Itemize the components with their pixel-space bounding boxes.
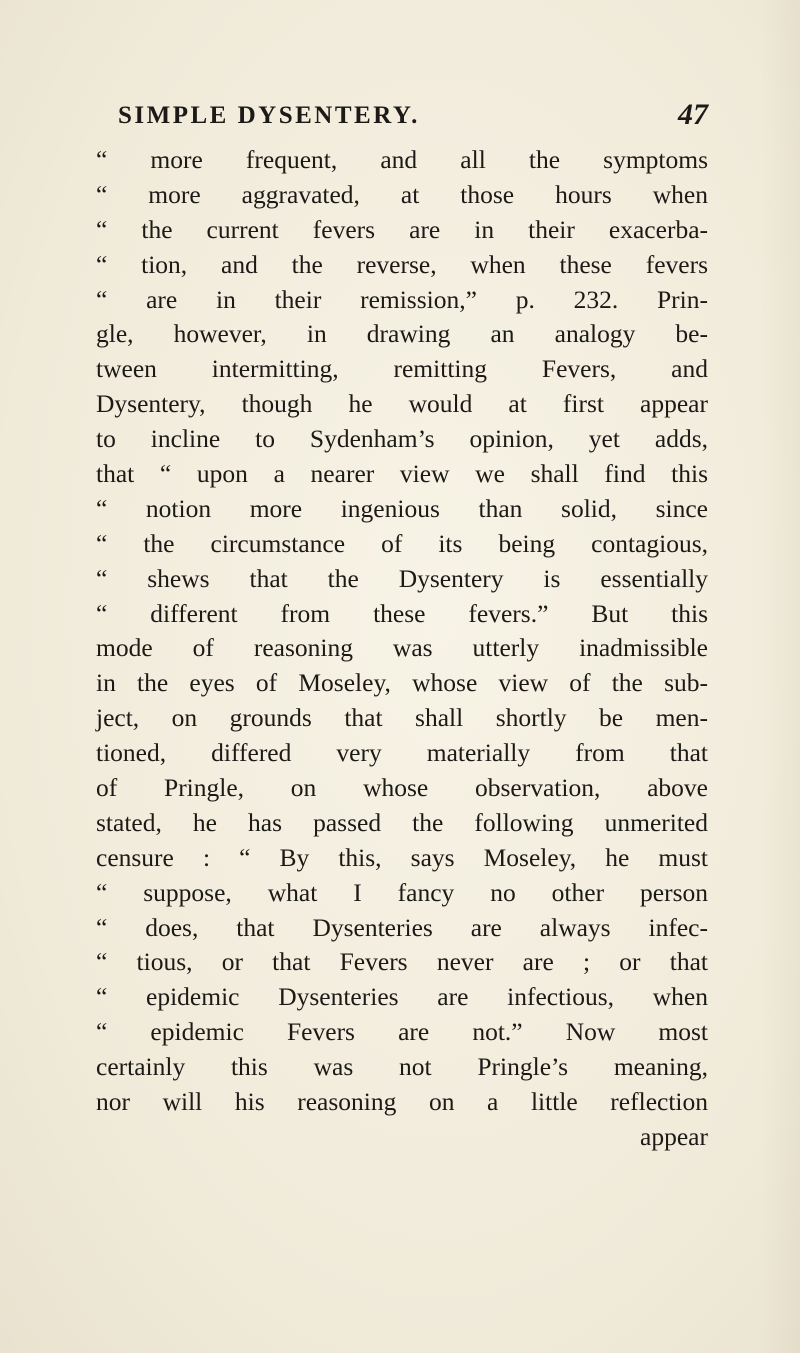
body-text <box>96 143 708 1155</box>
text-line: “ are in their remission,” p. 232. Prin- <box>96 284 708 314</box>
catchword: appear <box>640 1121 708 1151</box>
text-line: “ tious, or that Fevers never are ; or that <box>96 947 708 977</box>
text-line: to incline to Sydenham’s opinion, yet adds, <box>96 424 708 454</box>
text-line: that “ upon a nearer view we shall find this <box>96 459 708 489</box>
text-line: gle, however, in drawing an analogy be- <box>96 319 708 349</box>
text-line: “ more aggravated, at those hours when <box>96 179 708 209</box>
text-line: “ epidemic Dysenteries are infectious, when <box>96 982 708 1012</box>
text-line: “ notion more ingenious than solid, since <box>96 493 708 523</box>
text-line: tween intermitting, remitting Fevers, and <box>96 354 708 384</box>
text-line: “ the current fevers are in their exacerba- <box>96 214 708 244</box>
text-line: “ shews that the Dysentery is essentially <box>96 563 708 593</box>
text-line: “ more frequent, and all the symptoms <box>96 145 708 174</box>
text-line: “ tion, and the reverse, when these fevers <box>96 249 708 279</box>
text-line: “ epidemic Fevers are not.” Now most <box>96 1017 708 1047</box>
text-line: censure : “ By this, says Moseley, he must <box>96 842 708 872</box>
page-number: 47 <box>678 98 708 131</box>
text-line: “ the circumstance of its being contagious, <box>96 528 708 558</box>
page-edge-shadow <box>760 0 800 1353</box>
text-line: mode of reasoning was utterly inadmissible <box>96 633 708 663</box>
running-head: SIMPLE DYSENTERY. <box>118 102 420 129</box>
text-line: Dysentery, though he would at first appear <box>96 389 708 419</box>
text-line: nor will his reasoning on a little reflection <box>96 1087 708 1117</box>
text-line: “ suppose, what I fancy no other person <box>96 877 708 907</box>
text-line: “ does, that Dysenteries are always infec- <box>96 912 708 942</box>
page-header <box>118 98 714 142</box>
text-line: certainly this was not Pringle’s meaning, <box>96 1052 708 1082</box>
text-line: of Pringle, on whose observation, above <box>96 773 708 803</box>
text-line: stated, he has passed the following unmerited <box>96 807 708 837</box>
text-line: “ different from these fevers.” But this <box>96 598 708 628</box>
text-line: ject, on grounds that shall shortly be men- <box>96 703 708 733</box>
text-line: tioned, differed very materially from that <box>96 738 708 768</box>
text-line: in the eyes of Moseley, whose view of the sub- <box>96 668 708 698</box>
